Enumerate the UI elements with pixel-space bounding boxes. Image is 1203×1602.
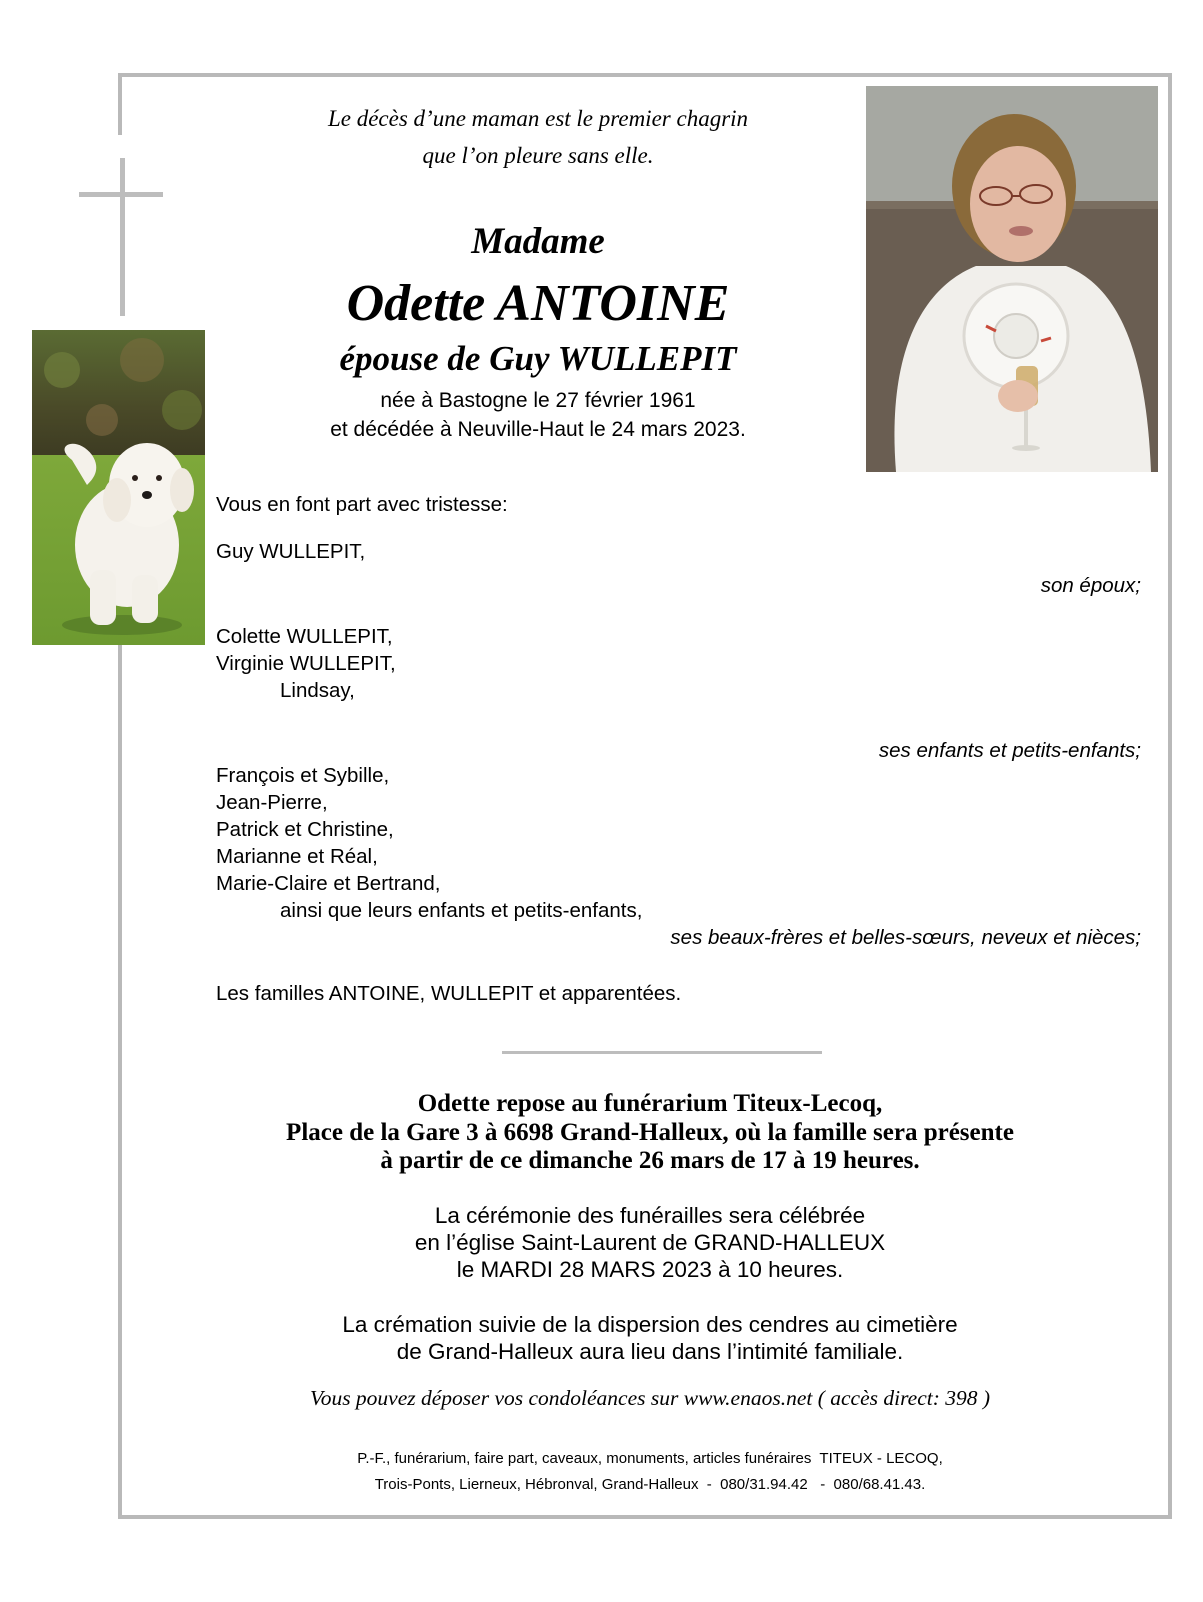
spouse-role: son époux; [1040,574,1141,597]
deceased-name: Odette ANTOINE [346,275,730,332]
child-name: Virginie WULLEPIT, [216,652,396,675]
honorific: Madame [471,221,605,262]
quote-line-2: que l’on pleure sans elle. [422,143,654,168]
footer-line-2: Trois-Ponts, Lierneux, Hébronval, Grand-Halleux - 080/31.94.42 - 080/68.41.43. [374,1476,926,1493]
cross-vertical-bar [120,158,125,316]
funerarium-info [140,1090,1160,1176]
funerarium-line: à partir de ce dimanche 26 mars de 17 à 19 heures. [380,1147,920,1174]
death-line: et décédée à Neuville-Haut le 24 mars 2023. [330,418,746,441]
frame-left-border-bottom [118,645,122,1519]
life-dates [230,386,846,444]
funerarium-line: Odette repose au funérarium Titeux-Lecoq, [417,1090,883,1117]
condolences-note: Vous pouvez déposer vos condoléances sur www.enaos.net ( accès direct: 398 ) [309,1386,991,1410]
in-law-name: Marie-Claire et Bertrand, [216,872,441,895]
frame-top-border [118,73,1172,77]
frame-bottom-border [118,1515,1172,1519]
footer-line-1: P.-F., funérarium, faire part, caveaux, monuments, articles funéraires TITEUX - LECOQ, [357,1450,943,1467]
cross-horizontal-bar [79,192,163,197]
cremation-line: La crémation suivie de la dispersion des cendres au cimetière [342,1312,958,1337]
children-role: ses enfants et petits-enfants; [878,739,1141,762]
cremation-info [140,1311,1160,1365]
children-list [216,623,1141,704]
in-law-name: Jean-Pierre, [216,791,328,814]
ceremony-info [140,1202,1160,1283]
cremation-line: de Grand-Halleux aura lieu dans l’intimité familiale. [396,1339,904,1364]
in-laws-extra: ainsi que leurs enfants et petits-enfants, [280,899,643,922]
grandchild-name: Lindsay, [280,679,355,702]
funerarium-line: Place de la Gare 3 à 6698 Grand-Halleux, où la famille sera présente [286,1118,1014,1146]
section-divider [502,1051,822,1054]
child-name: Colette WULLEPIT, [216,625,393,648]
quote [230,100,846,174]
frame-left-border-top [118,73,122,135]
in-law-name: Patrick et Christine, [216,818,394,841]
in-laws-role: ses beaux-frères et belles-sœurs, neveux et nièces; [670,926,1141,949]
dog-photo [32,330,205,645]
in-law-name: François et Sybille, [216,764,390,787]
birth-line: née à Bastogne le 27 février 1961 [380,389,696,412]
announcement-intro: Vous en font part avec tristesse: [216,493,508,516]
portrait-photo [866,86,1158,472]
ceremony-line: le MARDI 28 MARS 2023 à 10 heures. [456,1257,844,1282]
ceremony-line: en l’église Saint-Laurent de GRAND-HALLEUX [414,1230,886,1255]
ceremony-line: La cérémonie des funérailles sera célébrée [434,1203,866,1228]
funeral-home-footer [140,1446,1160,1498]
spouse-line: épouse de Guy WULLEPIT [339,339,737,378]
frame-right-border [1168,73,1172,1519]
families-line: Les familles ANTOINE, WULLEPIT et apparentées. [216,982,682,1005]
in-laws-list [216,762,1141,924]
spouse-name: Guy WULLEPIT, [216,540,366,563]
quote-line-1: Le décès d’une maman est le premier chagrin [327,106,749,131]
in-law-name: Marianne et Réal, [216,845,378,868]
